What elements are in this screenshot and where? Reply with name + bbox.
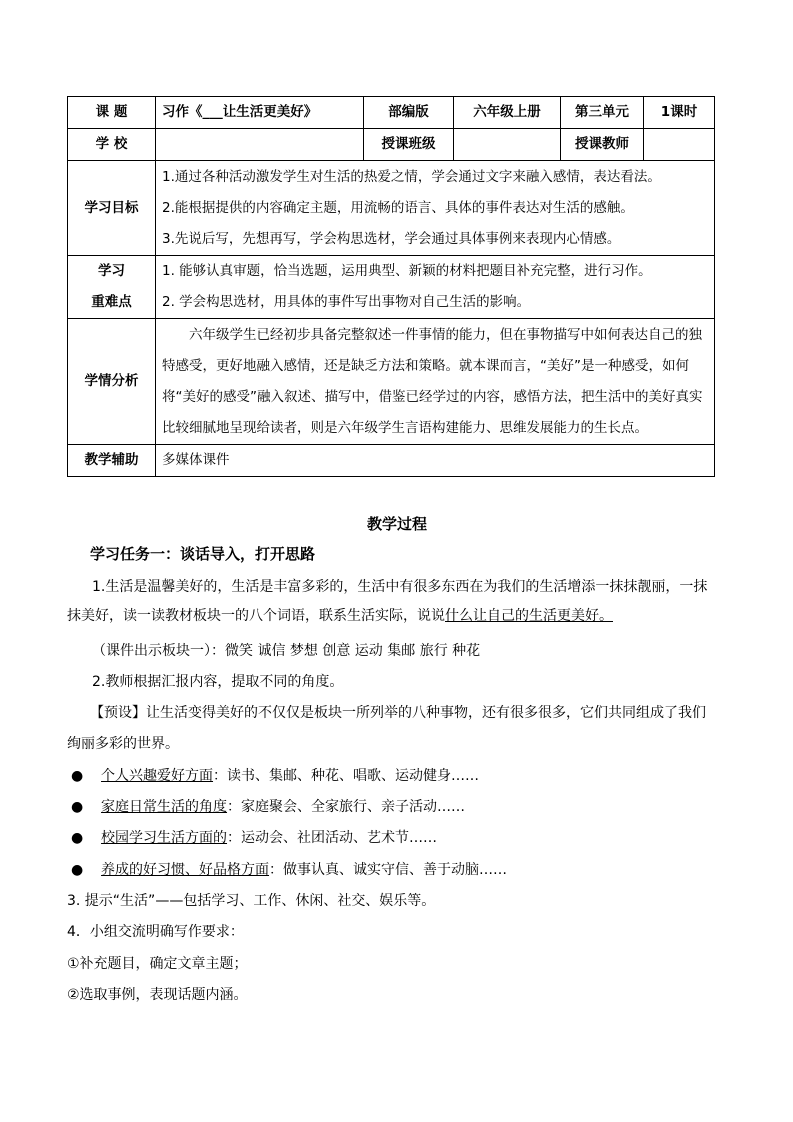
bullet-tail: ：做事认真、诚实守信、善于动脑…… [269, 862, 508, 878]
edition: 部编版 [364, 97, 454, 129]
paragraph-1-line-1: 1.生活是温馨美好的，生活是丰富多彩的，生活中有很多东西在为我们的生活增添一抹抹靓丽，一抹 [92, 579, 708, 595]
paragraph-4: 4．小组交流明确写作要求： [67, 924, 244, 940]
teacher-value [644, 129, 715, 161]
bullet-head: 校园学习生活方面的 [101, 830, 228, 846]
goal-item: 2.能根据提供的内容确定主题，用流畅的语言、具体的事件表达对生活的感触。 [162, 199, 634, 216]
bullet-head: 个人兴趣爱好方面 [101, 768, 214, 784]
paragraph-3: 3. 提示“生活”——包括学习、工作、休闲、社交、娱乐等。 [67, 893, 436, 909]
bullet-item [71, 859, 507, 879]
keywords-line: （课件出示板块一）：微笑 诚信 梦想 创意 运动 集邮 旅行 种花 [92, 643, 481, 659]
lesson-info-table [67, 96, 715, 477]
key-points-content [156, 256, 715, 319]
bullet-item [71, 827, 437, 847]
paragraph-1-line-2 [67, 605, 613, 625]
key-points-label-line2: 重难点 [91, 294, 132, 310]
teacher-label: 授课教师 [561, 129, 644, 161]
bullet-icon: ● [71, 862, 84, 878]
bullet-icon: ● [71, 768, 84, 784]
bullet-head: 养成的好习惯、好品格方面 [101, 862, 270, 878]
row-school [68, 129, 715, 161]
task1-heading: 学习任务一：谈话导入，打开思路 [90, 545, 316, 563]
goals-label: 学习目标 [68, 161, 156, 256]
aids-label: 教学辅助 [68, 445, 156, 477]
bullet-item [71, 765, 479, 785]
bullet-tail: ：运动会、社团活动、艺术节…… [227, 830, 438, 846]
period: 1课时 [644, 97, 715, 129]
row-key-points [68, 256, 715, 319]
row-goals [68, 161, 715, 256]
unit: 第三单元 [561, 97, 644, 129]
preset-line-1: 【预设】让生活变得美好的不仅仅是板块一所列举的八种事物，还有很多很多，它们共同组成了我们 [90, 705, 706, 721]
goal-item: 3.先说后写，先想再写，学会构思选材，学会通过具体事例来表现内心情感。 [162, 230, 621, 247]
requirement-1: ①补充题目，确定文章主题； [67, 956, 248, 972]
topic-label: 课 题 [68, 97, 156, 129]
course-title: 习作《___让生活更美好》 [156, 97, 364, 129]
goal-item: 1.通过各种活动激发学生对生活的热爱之情，学会通过文字来融入感情，表达看法。 [162, 168, 661, 185]
row-aids [68, 445, 715, 477]
paragraph-1-text: 抹美好，读一读教材板块一的八个词语，联系生活实际，说说 [67, 608, 445, 624]
section-title: 教学过程 [366, 515, 427, 533]
bullet-head: 家庭日常生活的角度 [101, 799, 228, 815]
paragraph-1-underlined: 什么让自己的生活更美好。 [445, 608, 613, 624]
key-points-label-line1: 学习 [98, 263, 125, 279]
preset-line-2: 绚丽多彩的世界。 [67, 736, 179, 752]
school-value [156, 129, 364, 161]
key-points-label [68, 256, 156, 319]
bullet-tail: ：读书、集邮、种花、唱歌、运动健身…… [213, 768, 480, 784]
row-topic [68, 97, 715, 129]
bullet-icon: ● [71, 830, 84, 846]
school-label: 学 校 [68, 129, 156, 161]
paragraph-2: 2.教师根据汇报内容，提取不同的角度。 [92, 674, 344, 690]
bullet-item [71, 796, 465, 816]
analysis-text: 六年级学生已经初步具备完整叙述一件事情的能力，但在事物描写中如何表达自己的独特感受，更好地融入感情，还是缺乏方法和策略。就本课而言，“美好”是一种感受，如何将“美好的感受”融入叙述、描写中，借鉴已经学过的内容，感悟方法，把生活中的美好真实比较细腻地呈现给读者，则是六年级学生言语构建能力、思维发展能力的生长点。 [156, 319, 715, 445]
grade: 六年级上册 [454, 97, 561, 129]
aids-value: 多媒体课件 [156, 445, 715, 477]
row-analysis [68, 319, 715, 445]
bullet-tail: ：家庭聚会、全家旅行、亲子活动…… [227, 799, 466, 815]
goals-content [156, 161, 715, 256]
key-point-item: 1. 能够认真审题，恰当选题，运用典型、新颖的材料把题目补充完整，进行习作。 [162, 263, 652, 279]
class-value [454, 129, 561, 161]
class-label: 授课班级 [364, 129, 454, 161]
analysis-label: 学情分析 [68, 319, 156, 445]
bullet-icon: ● [71, 799, 84, 815]
key-point-item: 2. 学会构思选材，用具体的事件写出事物对自己生活的影响。 [162, 294, 531, 310]
requirement-2: ②选取事例，表现话题内涵。 [67, 987, 248, 1003]
